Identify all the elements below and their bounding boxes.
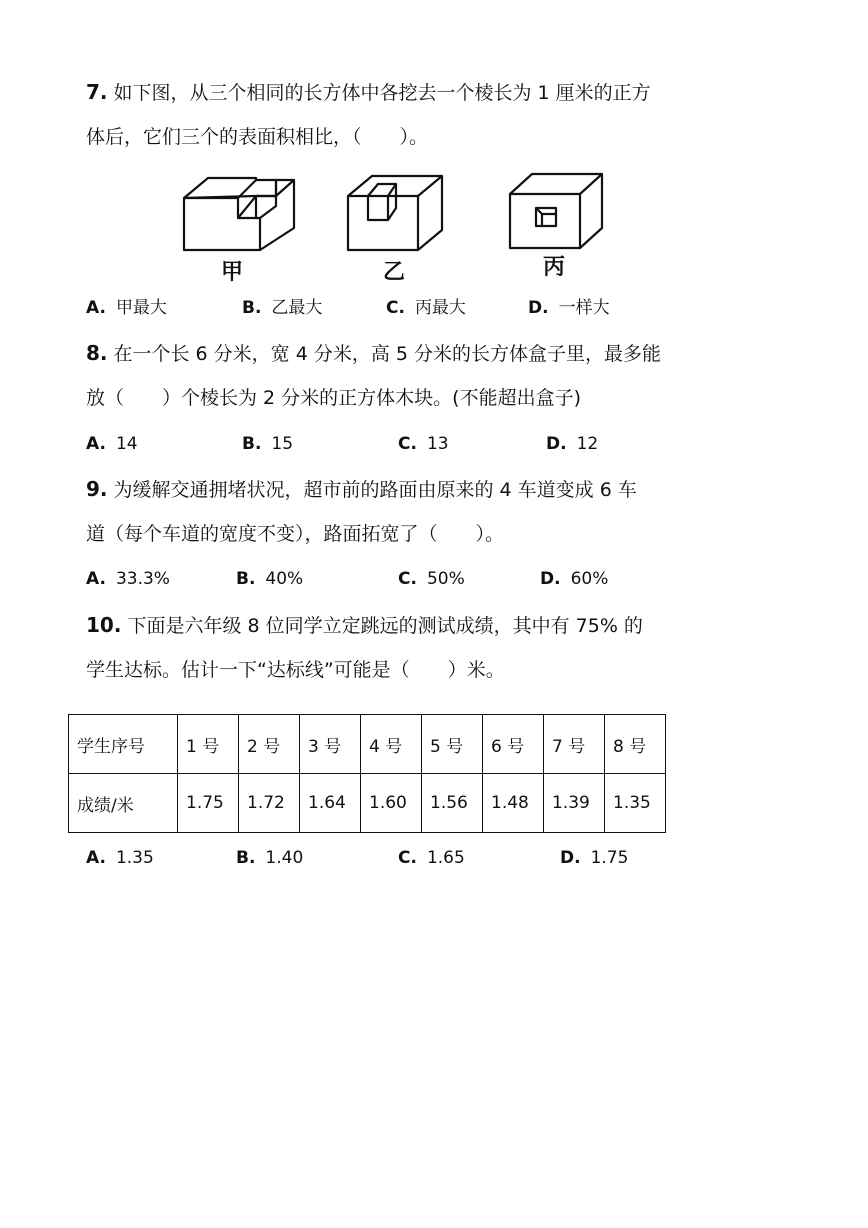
table-cell: 1.64 <box>300 774 361 833</box>
table-cell: 4 号 <box>361 715 422 774</box>
table-cell: 1.72 <box>239 774 300 833</box>
table-cell: 1.35 <box>605 774 666 833</box>
q9-option-d[interactable]: D. 60% <box>540 569 609 589</box>
table-cell: 1.75 <box>178 774 239 833</box>
figure-label-bing: 丙 <box>542 255 565 280</box>
figure-jia <box>180 170 300 260</box>
figure-label-jia: 甲 <box>220 260 243 285</box>
q8-option-b[interactable]: B. 15 <box>242 434 294 454</box>
q10-line1: 10. 下面是六年级 8 位同学立定跳远的测试成绩，其中有 75% 的 <box>86 613 643 637</box>
table-row <box>69 774 666 833</box>
figure-label-yi: 乙 <box>382 260 405 285</box>
q8-option-a[interactable]: A. 14 <box>86 434 138 454</box>
q7-option-c[interactable]: C. 丙最大 <box>386 298 466 318</box>
q7-option-a[interactable]: A. 甲最大 <box>86 298 167 318</box>
table-cell: 8 号 <box>605 715 666 774</box>
q7-number: 7. <box>86 80 108 104</box>
table-cell: 6 号 <box>483 715 544 774</box>
q9-line1: 9. 为缓解交通拥堵状况，超市前的路面由原来的 4 车道变成 6 车 <box>86 477 637 501</box>
row-header-score: 成绩/米 <box>69 774 178 833</box>
q7-line2: 体后，它们三个的表面积相比，（ ）。 <box>86 126 429 148</box>
q9-option-c[interactable]: C. 50% <box>398 569 465 589</box>
q10-line2: 学生达标。估计一下“达标线”可能是（ ）米。 <box>86 659 505 681</box>
q7-line1: 7. 如下图，从三个相同的长方体中各挖去一个棱长为 1 厘米的正方 <box>86 80 651 104</box>
table-cell: 1.39 <box>544 774 605 833</box>
table-cell: 1.48 <box>483 774 544 833</box>
q10-option-a[interactable]: A. 1.35 <box>86 848 154 868</box>
row-header-id: 学生序号 <box>69 715 178 774</box>
figure-yi <box>344 172 448 256</box>
q7-option-d[interactable]: D. 一样大 <box>528 298 610 318</box>
q8-line2: 放（ ）个棱长为 2 分米的正方体木块。(不能超出盒子) <box>86 387 581 409</box>
q8-option-d[interactable]: D. 12 <box>546 434 599 454</box>
q7-option-b[interactable]: B. 乙最大 <box>242 298 323 318</box>
q9-number: 9. <box>86 477 108 501</box>
q9-line2: 道（每个车道的宽度不变），路面拓宽了（ ）。 <box>86 523 505 545</box>
table-cell: 7 号 <box>544 715 605 774</box>
q8-option-c[interactable]: C. 13 <box>398 434 449 454</box>
q10-option-c[interactable]: C. 1.65 <box>398 848 465 868</box>
table-cell: 1 号 <box>178 715 239 774</box>
q8-line1: 8. 在一个长 6 分米，宽 4 分米，高 5 分米的长方体盒子里，最多能 <box>86 341 662 365</box>
q8-number: 8. <box>86 341 108 365</box>
table-cell: 3 号 <box>300 715 361 774</box>
table-cell: 5 号 <box>422 715 483 774</box>
q10-option-d[interactable]: D. 1.75 <box>560 848 629 868</box>
scores-table <box>68 714 666 833</box>
table-row <box>69 715 666 774</box>
q10-option-b[interactable]: B. 1.40 <box>236 848 304 868</box>
table-cell: 2 号 <box>239 715 300 774</box>
q9-option-b[interactable]: B. 40% <box>236 569 304 589</box>
figure-bing <box>506 170 608 254</box>
table-cell: 1.56 <box>422 774 483 833</box>
table-cell: 1.60 <box>361 774 422 833</box>
q9-option-a[interactable]: A. 33.3% <box>86 569 170 589</box>
q10-number: 10. <box>86 613 122 637</box>
